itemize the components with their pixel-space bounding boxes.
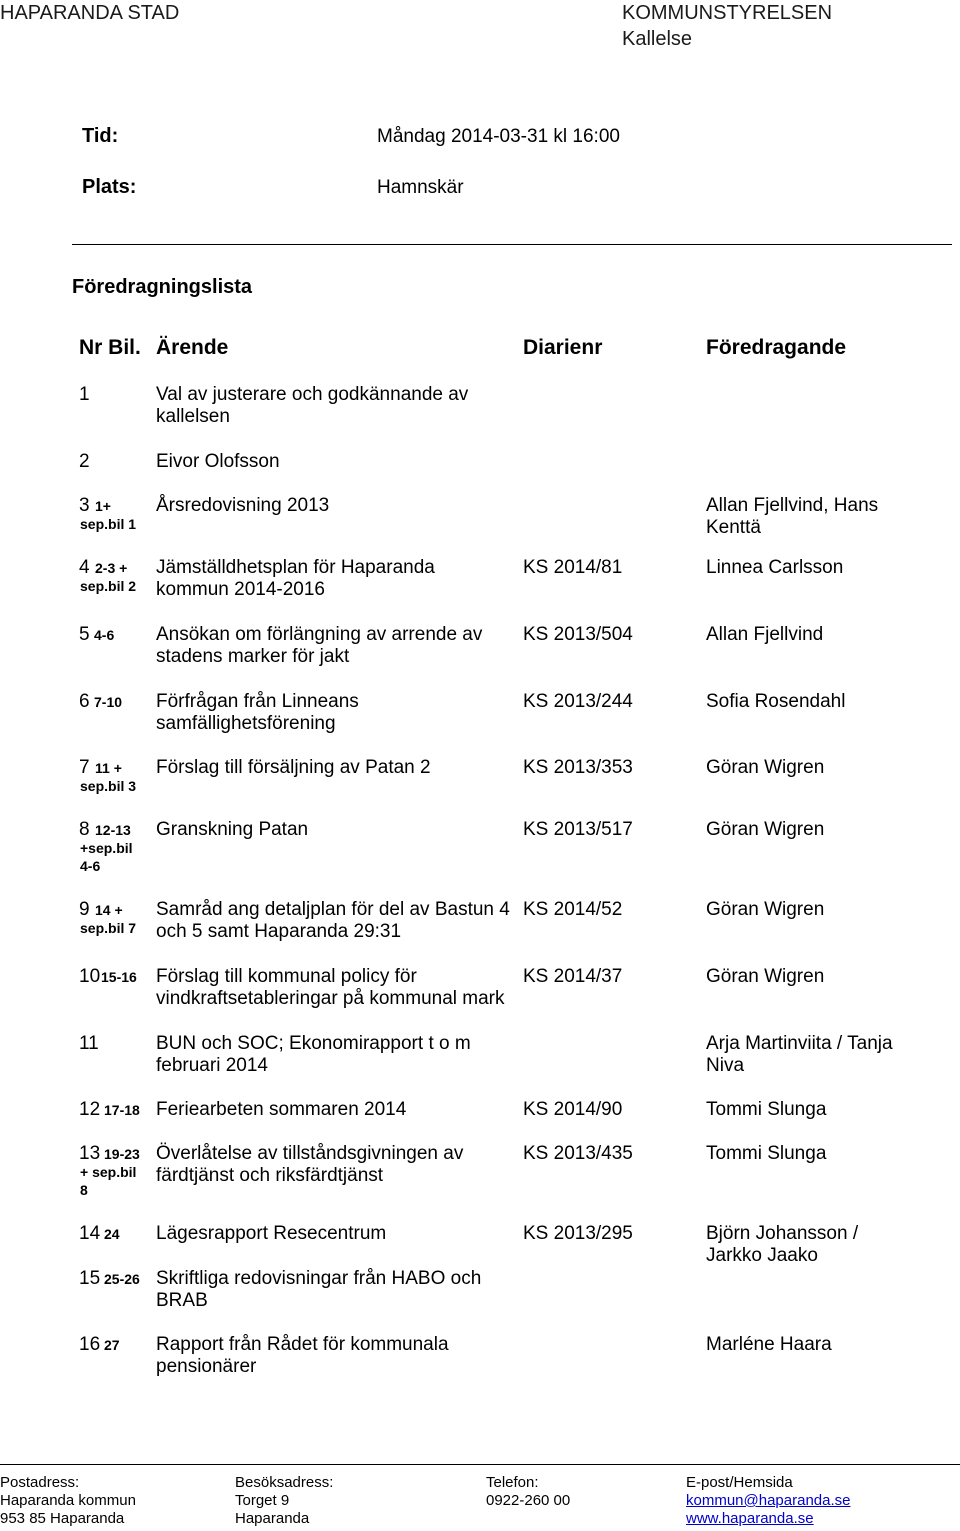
agenda-item-title: Val av justerare och godkännande av kallelsen: [156, 384, 469, 427]
agenda-item-number: 4: [79, 557, 90, 578]
footer-web-label: E-post/Hemsida: [686, 1474, 793, 1491]
agenda-item-presenter: Sofia Rosendahl: [706, 691, 846, 712]
agenda-item-attachments: 19-23 + sep.bil 8: [80, 1146, 140, 1198]
agenda-item-presenter: Göran Wigren: [706, 899, 825, 920]
agenda-item-number: 14: [79, 1223, 101, 1244]
agenda-item-attachments: 24: [104, 1226, 120, 1242]
agenda-item-diarienr: KS 2014/81: [523, 557, 623, 578]
agenda-item-title: Ansökan om förlängning av arrende av stadens marker för jakt: [156, 624, 483, 667]
board-name: KOMMUNSTYRELSEN: [622, 2, 833, 24]
agenda-item-number: 9: [79, 899, 90, 920]
agenda-item-diarienr: KS 2014/90: [523, 1099, 623, 1120]
agenda-item-number: 10: [79, 966, 101, 987]
footer-phone-value: 0922-260 00: [486, 1492, 571, 1509]
time-value: Måndag 2014-03-31 kl 16:00: [377, 126, 620, 147]
agenda-item-title: Granskning Patan: [156, 819, 309, 840]
agenda-item-title: Eivor Olofsson: [156, 451, 280, 472]
agenda-item-diarienr: KS 2013/244: [523, 691, 633, 712]
agenda-item-attachments: 4-6: [94, 627, 115, 643]
agenda-item-number: 2: [79, 451, 90, 472]
agenda-item-title: Lägesrapport Resecentrum: [156, 1223, 387, 1244]
agenda-item-title: Förfrågan från Linneans samfällighetsförening: [156, 691, 359, 734]
agenda-item-diarienr: KS 2014/37: [523, 966, 623, 987]
agenda-item-attachments: 1+ sep.bil 1: [80, 498, 137, 532]
agenda-item-presenter: Göran Wigren: [706, 819, 825, 840]
footer-postal-line2: 953 85 Haparanda: [0, 1510, 125, 1527]
agenda-item-presenter: Allan Fjellvind, Hans Kenttä: [706, 495, 879, 538]
time-label: Tid:: [82, 125, 119, 147]
agenda-item-attachments: 25-26: [104, 1271, 140, 1287]
agenda-item-attachments: 7-10: [94, 694, 123, 710]
divider-line: [72, 244, 952, 245]
agenda-item-presenter: Tommi Slunga: [706, 1143, 827, 1164]
agenda-item-diarienr: KS 2013/517: [523, 819, 633, 840]
agenda-item-presenter: Björn Johansson / Jarkko Jaako: [706, 1223, 859, 1266]
agenda-title: Föredragningslista: [72, 276, 253, 298]
agenda-item-number: 1: [79, 384, 90, 405]
column-header-arende: Ärende: [156, 336, 229, 359]
column-header-nr-bil: Nr Bil.: [79, 336, 141, 359]
agenda-item-attachments: 17-18: [104, 1102, 140, 1118]
org-name: HAPARANDA STAD: [0, 2, 180, 24]
agenda-item-number: 8: [79, 819, 90, 840]
agenda-item-number: 6: [79, 691, 90, 712]
agenda-item-title: Förslag till försäljning av Patan 2: [156, 757, 431, 778]
footer-visit-label: Besöksadress:: [235, 1474, 334, 1491]
agenda-item-number: 13: [79, 1143, 101, 1164]
agenda-item-presenter: Allan Fjellvind: [706, 624, 824, 645]
agenda-item-title: Skriftliga redovisningar från HABO och BRAB: [156, 1268, 482, 1311]
agenda-item-title: Årsredovisning 2013: [156, 495, 330, 516]
agenda-item-number: 11: [79, 1033, 99, 1054]
footer-website-link[interactable]: www.haparanda.se: [686, 1510, 814, 1527]
agenda-item-presenter: Göran Wigren: [706, 966, 825, 987]
footer-visit-line1: Torget 9: [235, 1492, 290, 1509]
agenda-item-attachments: 27: [104, 1337, 120, 1353]
agenda-item-presenter: Marléne Haara: [706, 1334, 832, 1355]
footer-postal-label: Postadress:: [0, 1474, 80, 1491]
agenda-item-title: Rapport från Rådet för kommunala pensionärer: [156, 1334, 449, 1377]
agenda-item-title: Jämställdhetsplan för Haparanda kommun 2014-2016: [156, 557, 435, 600]
place-value: Hamnskär: [377, 177, 464, 198]
agenda-item-title: Förslag till kommunal policy för vindkraftsetableringar på kommunal mark: [156, 966, 505, 1009]
agenda-item-title: Samråd ang detaljplan för del av Bastun 4 och 5 samt Haparanda 29:31: [156, 899, 510, 942]
agenda-item-number: 5: [79, 624, 90, 645]
agenda-item-number: 7: [79, 757, 90, 778]
agenda-item-number: 12: [79, 1099, 101, 1120]
agenda-item-number: 15: [79, 1268, 101, 1289]
agenda-item-number: 3: [79, 495, 90, 516]
agenda-item-diarienr: KS 2013/295: [523, 1223, 633, 1244]
agenda-item-attachments: 2-3 + sep.bil 2: [80, 560, 137, 594]
agenda-item-attachments: 14 + sep.bil 7: [80, 902, 137, 936]
agenda-item-title: Feriearbeten sommaren 2014: [156, 1099, 407, 1120]
footer-visit-line2: Haparanda: [235, 1510, 310, 1527]
agenda-item-attachments: 15-16: [101, 969, 137, 985]
column-header-diarienr: Diarienr: [523, 336, 603, 359]
agenda-item-attachments: 12-13 +sep.bil 4-6: [80, 822, 133, 874]
footer-divider: [0, 1464, 960, 1465]
footer-postal-line1: Haparanda kommun: [0, 1492, 136, 1509]
agenda-item-title: BUN och SOC; Ekonomirapport t o m februari 2014: [156, 1033, 471, 1076]
agenda-item-title: Överlåtelse av tillståndsgivningen av färdtjänst och riksfärdtjänst: [156, 1143, 464, 1186]
footer-phone-label: Telefon:: [486, 1474, 539, 1491]
document-type: Kallelse: [622, 28, 693, 50]
agenda-item-diarienr: KS 2013/504: [523, 624, 633, 645]
agenda-item-presenter: Arja Martinviita / Tanja Niva: [706, 1033, 893, 1076]
place-label: Plats:: [82, 176, 137, 198]
agenda-item-diarienr: KS 2013/435: [523, 1143, 633, 1164]
agenda-item-attachments: 11 + sep.bil 3: [80, 760, 137, 794]
column-header-foredragande: Föredragande: [706, 336, 847, 359]
footer-email-link[interactable]: kommun@haparanda.se: [686, 1492, 851, 1509]
agenda-item-diarienr: KS 2014/52: [523, 899, 623, 920]
agenda-item-presenter: Linnea Carlsson: [706, 557, 844, 578]
agenda-item-number: 16: [79, 1334, 101, 1355]
agenda-item-presenter: Göran Wigren: [706, 757, 825, 778]
agenda-item-diarienr: KS 2013/353: [523, 757, 633, 778]
agenda-item-presenter: Tommi Slunga: [706, 1099, 827, 1120]
